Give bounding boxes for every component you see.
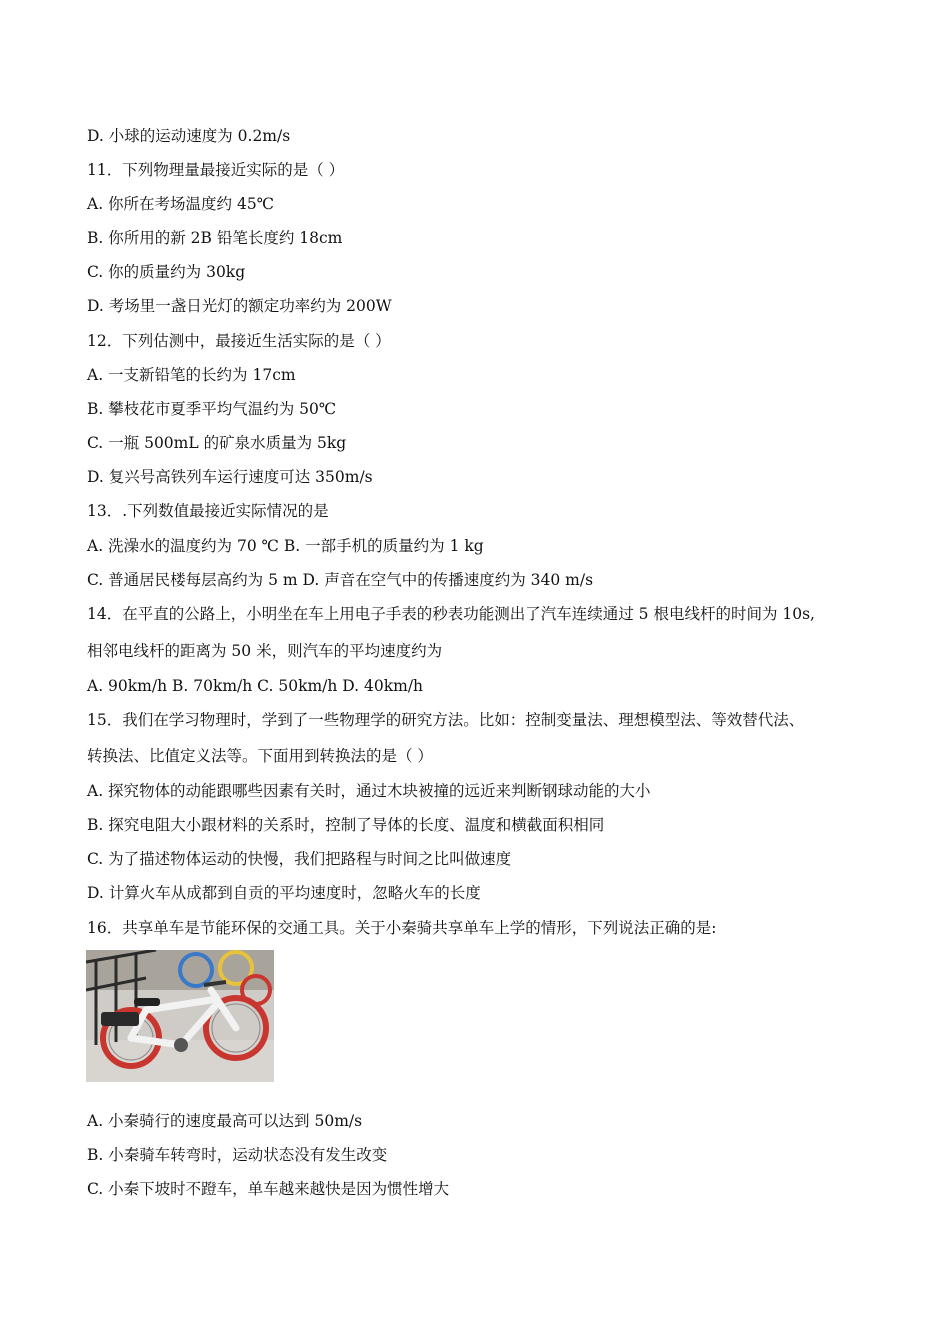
q12-stem: 12．下列估测中，最接近生活实际的是（ ） — [87, 332, 391, 350]
q15-stem-line2: 转换法、比值定义法等。下面用到转换法的是（ ） — [87, 747, 433, 765]
q15-stem-line1: 15．我们在学习物理时，学到了一些物理学的研究方法。比如：控制变量法、理想模型法、等效替代法、 — [87, 711, 805, 729]
q11-option-a: A. 你所在考场温度约 45℃ — [87, 195, 275, 213]
shared-bicycles-photo — [86, 950, 274, 1082]
q10-option-d: D. 小球的运动速度为 0.2m/s — [87, 127, 291, 145]
q14-stem-line1: 14．在平直的公路上，小明坐在车上用电子手表的秒表功能测出了汽车连续通过 5 根电线杆的时间为 10s, — [87, 605, 815, 623]
q11-option-d: D. 考场里一盏日光灯的额定功率约为 200W — [87, 297, 392, 315]
q12-option-b: B. 攀枝花市夏季平均气温约为 50℃ — [87, 400, 337, 418]
q13-options-cd: C. 普通居民楼每层高约为 5 m D. 声音在空气中的传播速度约为 340 m/s — [87, 571, 594, 589]
q12-option-a: A. 一支新铅笔的长约为 17cm — [87, 366, 296, 384]
q15-option-b: B. 探究电阻大小跟材料的关系时，控制了导体的长度、温度和横截面积相同 — [87, 816, 605, 834]
q16-option-c: C. 小秦下坡时不蹬车，单车越来越快是因为惯性增大 — [87, 1180, 450, 1198]
q14-options: A. 90km/h B. 70km/h C. 50km/h D. 40km/h — [87, 677, 424, 695]
q16-option-a: A. 小秦骑行的速度最高可以达到 50m/s — [87, 1112, 363, 1130]
q16-option-b: B. 小秦骑车转弯时，运动状态没有发生改变 — [87, 1146, 388, 1164]
q13-options-ab: A. 洗澡水的温度约为 70 ℃ B. 一部手机的质量约为 1 kg — [87, 537, 484, 555]
q13-stem: 13．.下列数值最接近实际情况的是 — [87, 502, 329, 520]
q15-option-d: D. 计算火车从成都到自贡的平均速度时，忽略火车的长度 — [87, 884, 481, 902]
q15-option-c: C. 为了描述物体运动的快慢，我们把路程与时间之比叫做速度 — [87, 850, 512, 868]
q15-option-a: A. 探究物体的动能跟哪些因素有关时，通过木块被撞的远近来判断钢球动能的大小 — [87, 782, 651, 800]
q12-option-d: D. 复兴号高铁列车运行速度可达 350m/s — [87, 468, 373, 486]
q11-stem: 11．下列物理量最接近实际的是（ ） — [87, 161, 345, 179]
q16-stem: 16．共享单车是节能环保的交通工具。关于小秦骑共享单车上学的情形，下列说法正确的是: — [87, 919, 717, 937]
q11-option-b: B. 你所用的新 2B 铅笔长度约 18cm — [87, 229, 343, 247]
q11-option-c: C. 你的质量约为 30kg — [87, 263, 246, 281]
q12-option-c: C. 一瓶 500mL 的矿泉水质量为 5kg — [87, 434, 347, 452]
q14-stem-line2: 相邻电线杆的距离为 50 米，则汽车的平均速度约为 — [87, 642, 443, 660]
